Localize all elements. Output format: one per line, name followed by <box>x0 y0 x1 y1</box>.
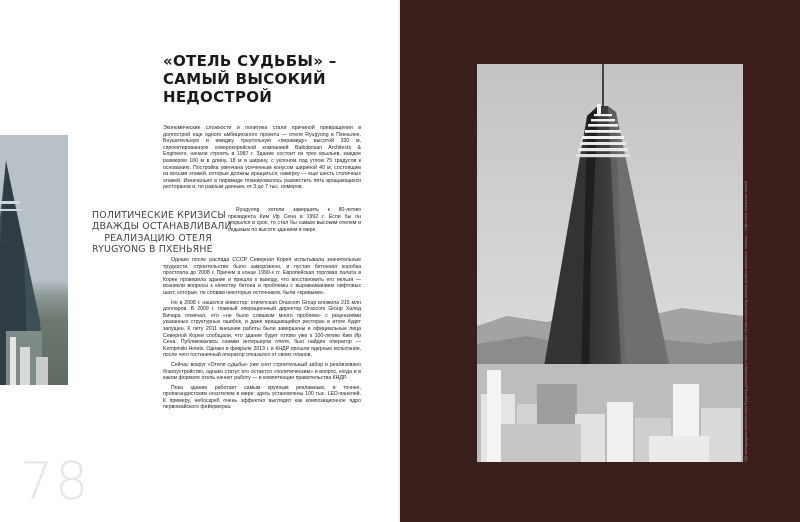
page-gutter <box>398 0 402 522</box>
photo-caption <box>744 454 748 462</box>
ryugyong-partial-image <box>0 161 56 385</box>
title-line: «ОТЕЛЬ СУДЬБЫ» – <box>163 52 337 70</box>
paragraph: Экономические сложности и политика стали причиной превращения в долгострой еще одного амбициозного проекта — отеля Ryugyong в Пхеньяне. Внушительную и имиджу треугольную «пирамиду» высотой 330 м, спроектированную северокорейской компанией Baikdoosan Architects & Engineers, начали строить в 1987 г. Здание состоит из трех крыльев, каждое размером 100 м в длину, 18 м в ширину, с уклоном под углом 75 градусов к основанию. Постройка увенчана усеченным конусом шириной 40 м, состоящим из восьми этажей, которые должны вращаться, наверху — еще шесть статичных этажей. Изначально в пирамиде планировалось разместить пять вращающихся ресторанов и, по разным данным, от 3 до 7 тыс. номеров. <box>163 125 361 191</box>
ryugyong-hotel-image <box>477 64 743 462</box>
page-number: 78 <box>20 452 91 512</box>
left-building-photo <box>0 135 68 385</box>
paragraph: Сейчас вокруг «Отеля судьбы» уже снят строительный забор и реализовано благоустройство, однако статус его остается «политическим» и вопрос, когда и в каком формате отель начнет работу — в компетенции правительства КНДР. <box>163 361 361 382</box>
pullquote-line: RYUGYONG В ПХЕНЬЯНЕ <box>92 244 213 256</box>
body-column-narrow <box>228 207 361 236</box>
article-title <box>163 52 363 106</box>
title-line: САМЫЙ ВЫСОКИЙ <box>163 70 326 88</box>
paragraph: Однако после распада СССР Северная Корея испытывала значительные трудности, строительство было заморожено, и пустая бетонная коробка простояла до 2008 г. Причем в конце 1990-х гг. Европейская торговая палата в Корее проверила здание и пришла к выводу, что восстановить его нельзя — возникли вопросы к качеству бетона и проблемы с выравниванием лифтовых шахт, которые, по словам некоторых источников, были «кривыми». <box>163 257 361 296</box>
paragraph: Но в 2008 г. нашелся инвестор: египетская Orascom Group вложила 215 млн долларов. В 2009 г. главный операционный директор Orascom Group Халед Бичара отмечал, что «не было слишком много проблем» с рецензиями указанных структурных ошибок, и даже вращающийся ресторан в итоге будет запущен. К лету 2011 внешние работы были завершены и официальные лица Северной Кореи сообщали, что здание будет готово уже к 100-летию Ким Ир Сена. Публиковались снимки интерьеров отеля, был найден оператор — Kempinski Hotels. Однако в феврале 2013 г. в КНДР прошли ядерные испытания, после чего гостиничный оператор отказался от своих планов. <box>163 299 361 359</box>
ryugyong-hotel-photo <box>477 64 743 462</box>
body-column-main <box>163 257 361 414</box>
title-line: НЕДОСТРОЙ <box>163 88 273 106</box>
pullquote-line: РЕАЛИЗАЦИЮ ОТЕЛЯ <box>104 232 212 244</box>
pull-quote <box>92 210 232 256</box>
pullquote-line: ДВАЖДЫ ОСТАНАВЛИВАЛИ <box>92 221 232 233</box>
body-column-intro <box>163 125 361 194</box>
paragraph: Ryugyong хотели завершить к 80-летию президента Ким Ир Сена в 1992 г. Если бы он открылся в срок, то стал бы самым высоким отелем и седьмым по высоте зданием в мире. <box>228 207 361 233</box>
paragraph: Пока здание работает самым крупным рекламным, в точнее, пропагандистским носителем в мире: здесь установлены 100 тыс. LED-панелей. К примеру, небоскреб очень эффектно выглядит как композиционное ядро первомайского фейерверка. <box>163 384 361 411</box>
pullquote-line: ПОЛИТИЧЕСКИЕ КРИЗИСЫ <box>92 210 226 221</box>
